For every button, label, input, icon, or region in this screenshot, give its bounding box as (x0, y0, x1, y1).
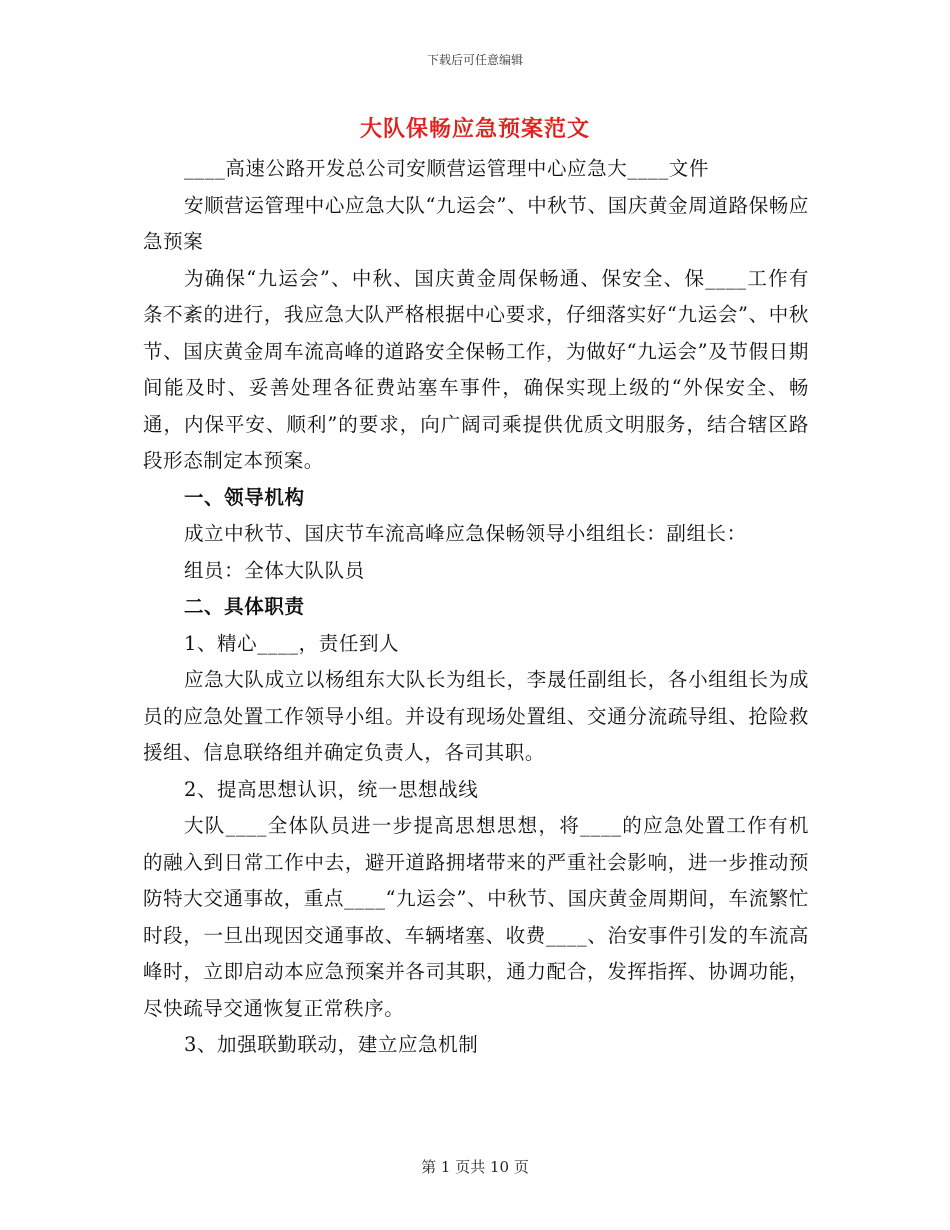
document-title: 大队保畅应急预案范文 (359, 116, 590, 142)
subheading-duty-1: 1、精心____，责任到人 (183, 631, 400, 655)
subheading-duty-2: 2、提高思想认识，统一思想战线 (183, 777, 479, 801)
paragraph-issuer: ____高速公路开发总公司安顺营运管理中心应急大____文件 (183, 157, 709, 180)
subheading-duty-3: 3、加强联勤联动，建立应急机制 (183, 1033, 479, 1056)
paragraph-leadership-group: 成立中秋节、国庆节车流高峰应急保畅领导小组组长：副组长： (183, 522, 747, 545)
page-header: 下载后可任意编辑 (426, 53, 523, 67)
section-heading-duties: 二、具体职责 (183, 595, 305, 618)
document-body (143, 151, 809, 1064)
paragraph-duty-1: 应急大队成立以杨组东大队长为组长，李晟任副组长，各小组组长为成员的应急处置工作领导小组。并设有现场处置组、交通分流疏导组、抢险救援组、信息联络组并确定负责人，各司其职。 (143, 668, 809, 764)
paragraph-intro: 为确保“九运会”、中秋、国庆黄金周保畅通、保安全、保____工作有条不紊的进行，我应急大队严格根据中心要求，仔细落实好“九运会”、中秋节、国庆黄金周车流高峰的道路安全保畅工作，为做好“九运会”及节假日期间能及时、妥善处理各征费站塞车事件，确保实现上级的“外保安全、畅通，内保平安、顺利”的要求，向广阔司乘提供优质文明服务，结合辖区路段形态制定本预案。 (143, 266, 809, 472)
paragraph-duty-2: 大队____全体队员进一步提高思想思想，将____的应急处置工作有机的融入到日常工作中去，避开道路拥堵带来的严重社会影响，进一步推动预防特大交通事故，重点____“九运会”、中秋节、国庆黄金周期间，车流繁忙时段，一旦出现因交通事故、车辆堵塞、收费____、治安事件引发的车流高峰时，立即启动本应急预案并各司其职，通力配合，发挥指挥、协调功能，尽快疏导交通恢复正常秩序。 (143, 814, 809, 1020)
paragraph-members: 组员：全体大队队员 (183, 558, 365, 582)
page-number: 第 1 页共 10 页 (421, 1158, 529, 1176)
section-heading-leadership: 一、领导机构 (183, 485, 305, 509)
paragraph-subject: 安顺营运管理中心应急大队“九运会”、中秋节、国庆黄金周道路保畅应急预案 (143, 193, 809, 253)
